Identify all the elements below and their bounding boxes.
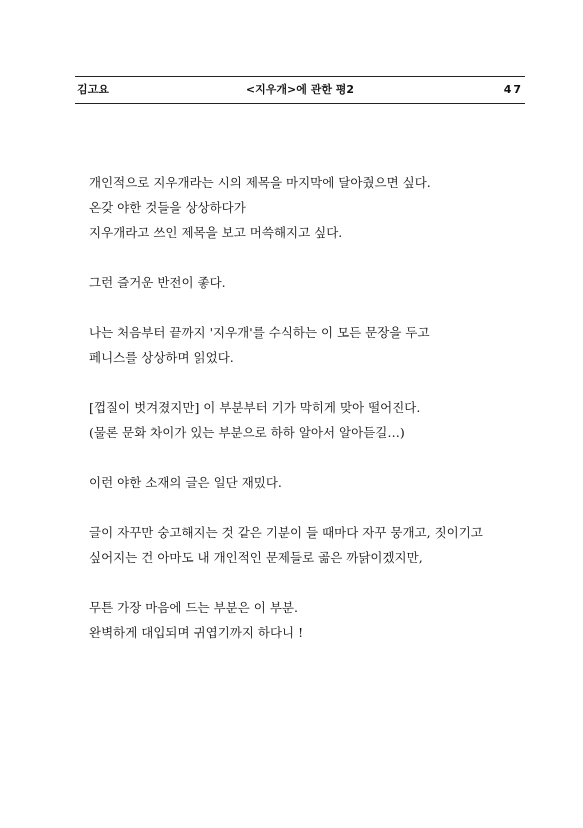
text-line: [껍질이 벗겨졌지만] 이 부분부터 기가 막히게 맞아 떨어진다. [89, 400, 421, 415]
text-line: 나는 처음부터 끝까지 '지우개'를 수식하는 이 모든 문장을 두고 [89, 325, 430, 340]
text-line: 그런 즐거운 반전이 좋다. [89, 275, 226, 290]
text-line: 개인적으로 지우개라는 시의 제목을 마지막에 달아줬으면 싶다. [89, 175, 431, 190]
paragraph-6 [89, 520, 509, 570]
text-line: 무튼 가장 마음에 드는 부분은 이 부분. [89, 600, 298, 615]
text-line: 싶어지는 건 아마도 내 개인적인 문제들로 곪은 까닭이겠지만, [89, 550, 423, 565]
text-line: 온갖 야한 것들을 상상하다가 [89, 200, 246, 215]
header-author: 김고요 [77, 83, 109, 96]
text-line: 이런 야한 소재의 글은 일단 재밌다. [89, 475, 282, 490]
paragraph-5 [89, 470, 509, 495]
paragraph-3 [89, 320, 509, 370]
running-header [75, 76, 525, 104]
text-line: 지우개라고 쓰인 제목을 보고 머쓱해지고 싶다. [89, 225, 343, 240]
header-title: <지우개>에 관한 평2 [245, 83, 355, 96]
essay-body [89, 170, 509, 670]
paragraph-2 [89, 270, 509, 295]
text-line: (물론 문화 차이가 있는 부분으로 하하 알아서 알아듣길…) [89, 425, 405, 440]
page-number: 47 [503, 83, 523, 96]
paragraph-7 [89, 595, 509, 645]
text-line: 페니스를 상상하며 읽었다. [89, 350, 234, 365]
paragraph-1 [89, 170, 509, 245]
text-line: 완벽하게 대입되며 귀엽기까지 하다니 ! [89, 625, 304, 640]
paragraph-4 [89, 395, 509, 445]
text-line: 글이 자꾸만 숭고해지는 것 같은 기분이 들 때마다 자꾸 뭉개고, 짓이기고 [89, 525, 483, 540]
